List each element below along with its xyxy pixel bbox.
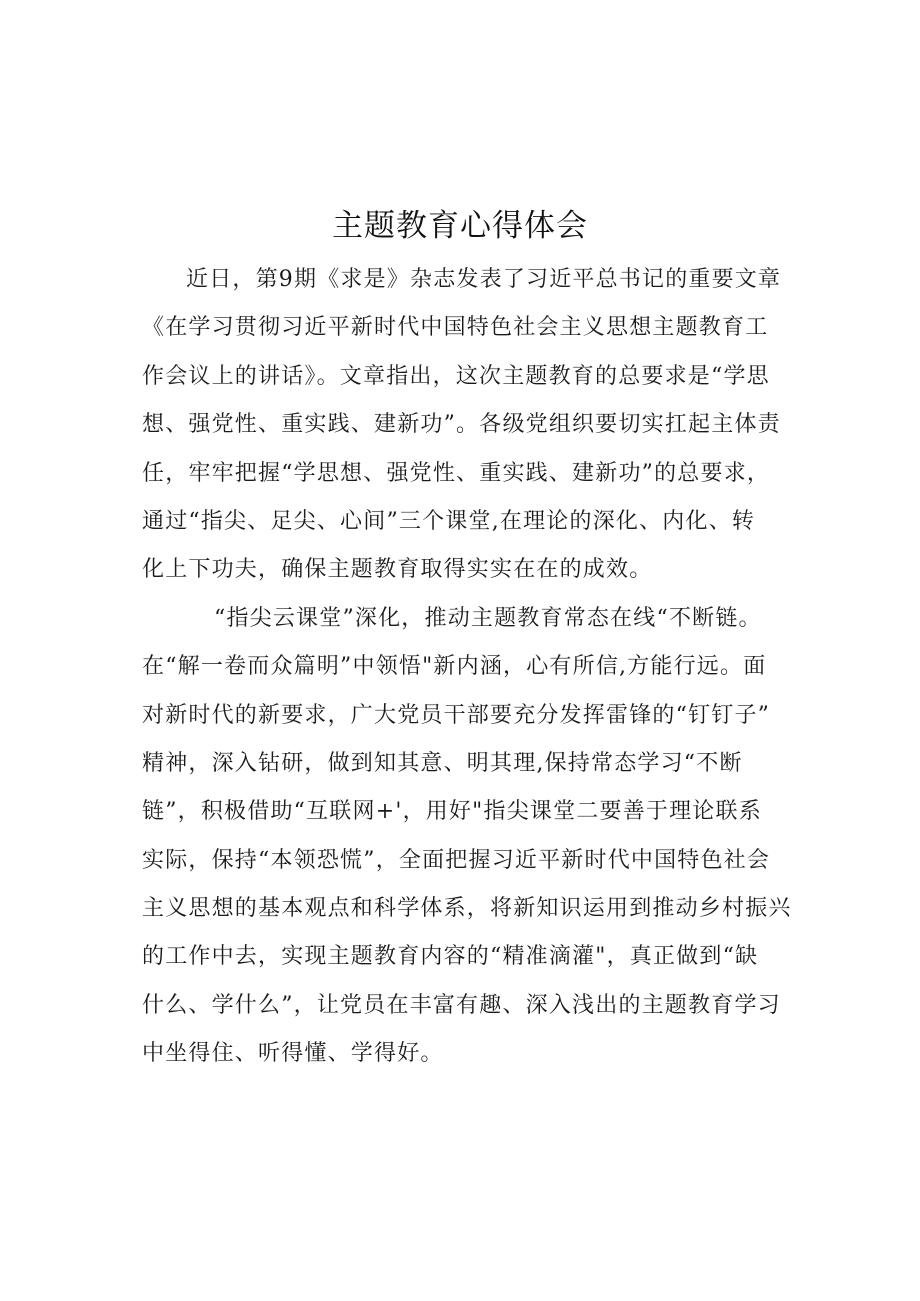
text-line: 作会议上的讲话》。文章指出，这次主题教育的总要求是“学思 bbox=[142, 363, 770, 389]
text-line: “指尖云课堂”深化，推动主题教育常态在线“不断链。 bbox=[214, 605, 762, 631]
paragraph-1 bbox=[142, 256, 792, 595]
text-line: 实际，保持“本领恐慌”，全面把握习近平新时代中国特色社会 bbox=[142, 847, 771, 873]
text-line: 对新时代的新要求，广大党员干部要充分发挥雷锋的“钉钉子” bbox=[142, 702, 771, 728]
text-line: 什么、学什么”，让党员在丰富有趣、深入浅出的主题教育学习 bbox=[142, 992, 781, 1018]
text-line: 在“解一卷而众篇明”中领悟"新内涵，心有所信,方能行远。面 bbox=[142, 654, 767, 680]
text-line: 《在学习贯彻习近平新时代中国特色社会主义思想主题教育工 bbox=[142, 315, 769, 341]
document-title: 主题教育心得体会 bbox=[332, 208, 588, 244]
text-line: 近日，第9期《求是》杂志发表了习近平总书记的重要文章 bbox=[186, 267, 782, 292]
document-body bbox=[142, 256, 792, 1079]
paragraph-2 bbox=[142, 595, 792, 1079]
text-line: 想、强党性、重实践、建新功”。各级党组织要切实扛起主体责 bbox=[142, 412, 781, 438]
text-line: 任，牢牢把握“学思想、强党性、重实践、建新功”的总要求， bbox=[142, 460, 771, 486]
text-line: 的工作中去，实现主题教育内容的“精准滴灌"，真正做到“缺 bbox=[142, 944, 759, 970]
text-line: 主义思想的基本观点和科学体系，将新知识运用到推动乡村振兴 bbox=[142, 896, 792, 922]
text-line: 通过“指尖、足尖、心间”三个课堂,在理论的深化、内化、转 bbox=[142, 508, 756, 534]
text-line: 精神，深入钻研，做到知其意、明其理,保持常态学习“不断 bbox=[142, 750, 743, 776]
text-line: 化上下功夫，确保主题教育取得实实在在的成效。 bbox=[142, 557, 653, 583]
text-line: 链”，积极借助“互联网+'，用好"指尖课堂二要善于理论联系 bbox=[142, 799, 762, 825]
text-line: 中坐得住、听得懂、学得好。 bbox=[142, 1041, 444, 1067]
